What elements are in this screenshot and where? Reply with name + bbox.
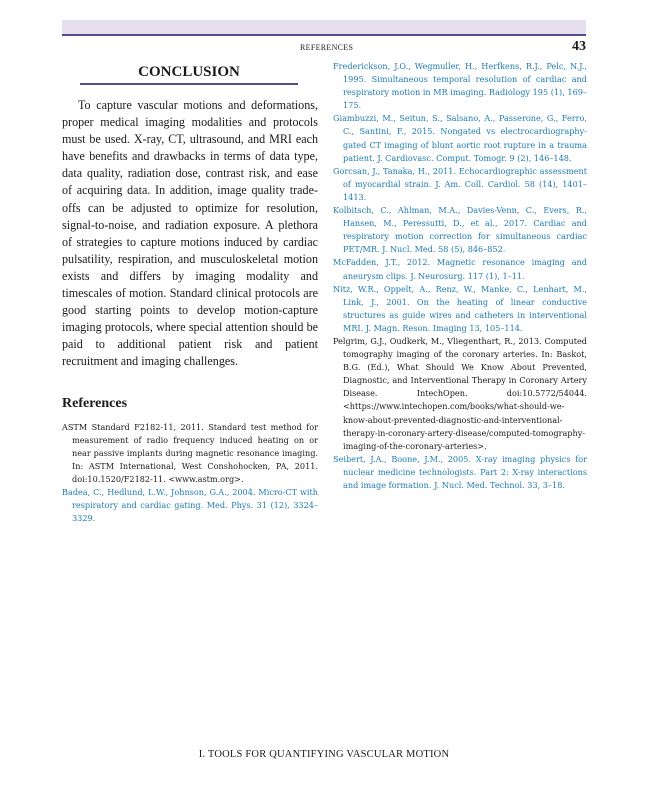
footer-section-title: I. TOOLS FOR QUANTIFYING VASCULAR MOTION — [198, 749, 450, 760]
references-heading: References — [62, 395, 128, 411]
right-column — [333, 60, 587, 492]
header-band — [62, 20, 586, 36]
reference-item[interactable]: Seibert, J.A., Boone, J.M., 2005. X-ray imaging physics for nuclear medicine technologists. Part 2: X-ray interactions and image formation. J. Nucl. Med. Technol. 33, 3–18. — [333, 453, 587, 490]
reference-item[interactable]: Gorcsan, J., Tanaka, H., 2011. Echocardiographic assessment of myocardial strain. J. Am. Coll. Cardiol. 58 (14), 1401–1413. — [333, 165, 587, 202]
left-column — [62, 60, 318, 525]
heading-rule — [80, 83, 298, 85]
running-head: REFERENCES — [300, 43, 354, 52]
reference-item[interactable]: Kolbitsch, C., Ahlman, M.A., Davies-Venn, C., Evers, R., Hansen, M., Peressutti, D., et al., 2017. Cardiac and respiratory motion correction for simultaneous cardiac PET/MR. J. Nucl. Med. 58 (5), 846–852. — [333, 205, 587, 255]
page-number: 43 — [572, 39, 586, 54]
reference-item: Pelgrim, G.J., Oudkerk, M., Vliegenthart, R., 2013. Computed tomography imaging of the coronary arteries. In: Baskot, B.G. (Ed.), What Should We Know About Prevented, Diagnostic, and Interventional Therapy in Coronary Artery Disease. IntechOpen. doi:10.5772/54044. <https://www.intechopen.com/books/what-should-we-know-about-prevented-diagnostic-and-interventional-therapy-in-coronary-artery-disease/computed-tomography-imaging-of-the-coronary-arteries>. — [333, 335, 587, 451]
conclusion-heading: CONCLUSION — [138, 64, 240, 80]
reference-item[interactable]: Frederickson, J.O., Wegmuller, H., Herfkens, R.J., Pelc, N.J., 1995. Simultaneous temporal resolution of cardiac and respiratory motion in MR imaging. Radiology 195 (1), 169–175. — [333, 61, 587, 111]
reference-item[interactable]: Badea, C., Hedlund, L.W., Johnson, G.A., 2004. Micro-CT with respiratory and cardiac gating. Med. Phys. 31 (12), 3324–3329. — [62, 486, 318, 524]
reference-item[interactable]: Nitz, W.R., Oppelt, A., Renz, W., Manke, C., Lenhart, M., Link, J., 2001. On the heating of linear conductive structures as guide wires and catheters in interventional MRI. J. Magn. Reson. Imaging 13, 105–114. — [333, 283, 587, 333]
reference-item[interactable]: McFadden, J.T., 2012. Magnetic resonance imaging and aneurysm clips. J. Neurosurg. 117 (1), 1–11. — [333, 257, 587, 281]
reference-item[interactable]: Giambuzzi, M., Seitun, S., Salsano, A., Passerone, G., Ferro, C., Santini, F., 2015. Nongated vs electrocardiography-gated CT imaging of blunt aortic root rupture in a trauma patient. J. Cardiovasc. Comput. Tomogr. 9 (2), 146–148. — [333, 113, 587, 163]
conclusion-paragraph: To capture vascular motions and deformations, proper medical imaging modalities and protocols must be used. X-ray, CT, ultrasound, and MRI each have benefits and drawbacks in terms of data type, data quality, radiation dose, contrast risk, and ease of acquiring data. In addition, image quality trade-offs can be adjusted to optimize for resolution, signal-to-noise, and radiation exposure. A plethora of strategies to capture motions induced by cardiac pulsatility, respiration, and musculoskeletal motion exists and differs by imaging modality and timescales of motion. Standard clinical protocols are good starting points to develop motion-capture imaging protocols, where special attention should be paid to additional patient risk and patient recruitment and imaging challenges. — [62, 98, 318, 369]
reference-item: ASTM Standard F2182-11, 2011. Standard test method for measurement of radio frequency induced heating on or near passive implants during magnetic resonance imaging. In: ASTM International, West Conshohocken, PA, 2011. doi:10.1520/F2182-11. <www.astm.org>. — [62, 421, 318, 484]
